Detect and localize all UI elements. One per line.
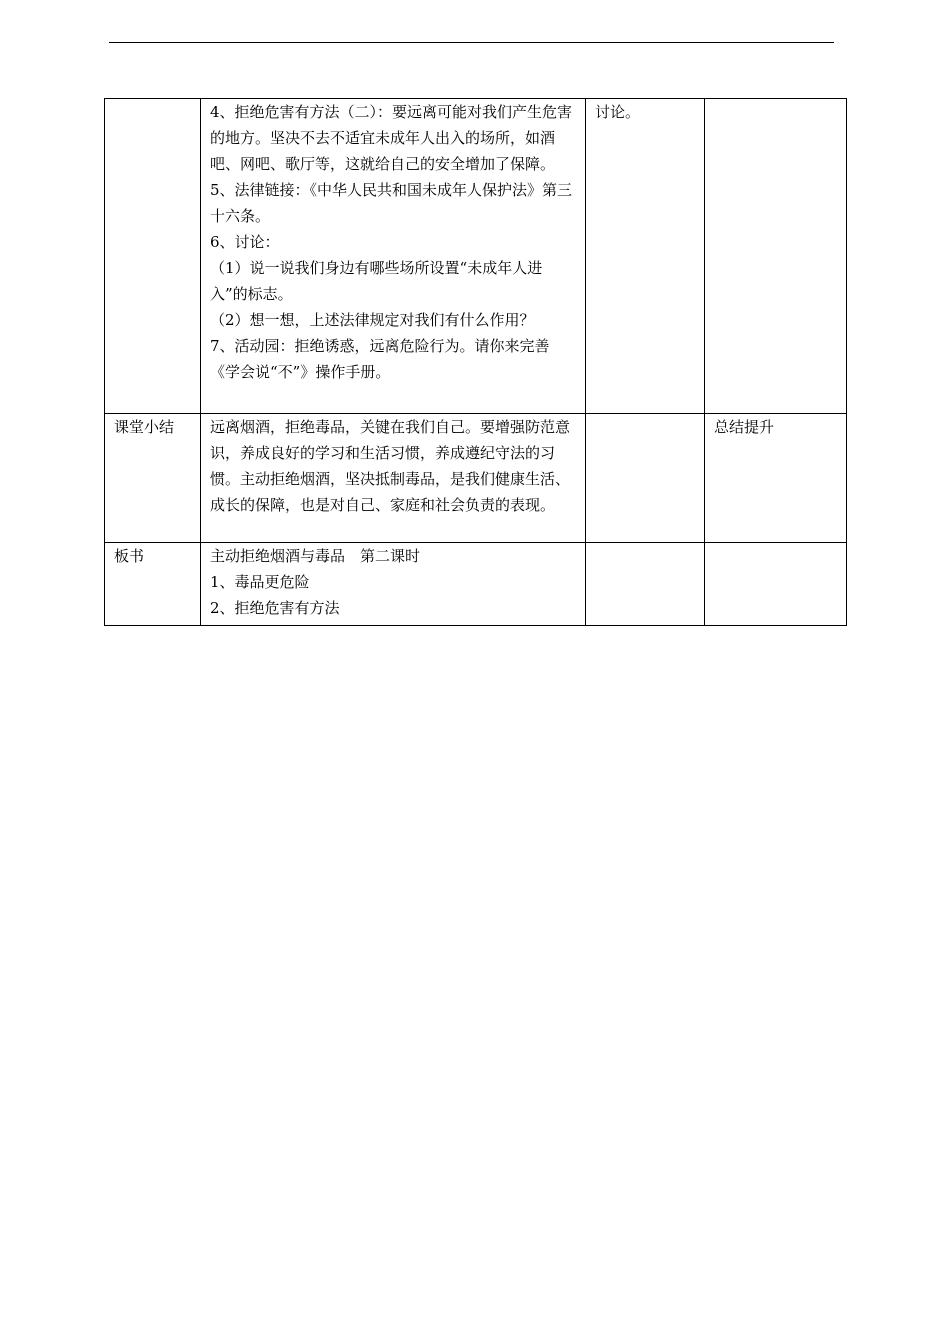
row-label-cell	[105, 99, 201, 414]
content-paragraph: （2）想一想，上述法律规定对我们有什么作用？	[210, 311, 535, 329]
design-intent-cell	[705, 543, 847, 626]
lesson-plan-table	[104, 98, 847, 626]
content-paragraph: 2、拒绝危害有方法	[210, 599, 340, 617]
design-intent-cell	[705, 99, 847, 414]
teaching-content-cell	[201, 99, 586, 414]
student-activity-cell	[586, 543, 705, 626]
table-row-summary	[105, 414, 847, 543]
design-intent-cell: 总结提升	[705, 414, 847, 543]
header-rule	[109, 42, 834, 43]
content-paragraph: （1）说一说我们身边有哪些场所设置“未成年人进入”的标志。	[210, 259, 543, 303]
content-paragraph: 主动拒绝烟酒与毒品 第二课时	[210, 547, 421, 565]
content-paragraph: 远离烟酒，拒绝毒品，关键在我们自己。要增强防范意识，养成良好的学习和生活习惯，养成遵纪守法的习惯。主动拒绝烟酒，坚决抵制毒品，是我们健康生活、成长的保障，也是对自己、家庭和社会负责的表现。	[210, 418, 571, 514]
content-paragraph: 6、讨论：	[210, 233, 280, 251]
content-paragraph: 5、法律链接：《中华人民共和国未成年人保护法》第三十六条。	[210, 181, 573, 225]
content-paragraph: 7、活动园：拒绝诱惑，远离危险行为。请你来完善《学会说“不”》操作手册。	[210, 337, 550, 381]
teaching-content-cell	[201, 414, 586, 543]
content-paragraph: 4、拒绝危害有方法（二）：要远离可能对我们产生危害的地方。坚决不去不适宜未成年人出入的场所，如酒吧、网吧、歌厅等，这就给自己的安全增加了保障。	[210, 103, 573, 173]
row-label-cell: 课堂小结	[105, 414, 201, 543]
table-row-board	[105, 543, 847, 626]
student-activity-cell: 讨论。	[586, 99, 705, 414]
student-activity-cell	[586, 414, 705, 543]
table-row-activities	[105, 99, 847, 414]
row-label-cell: 板书	[105, 543, 201, 626]
content-paragraph: 1、毒品更危险	[210, 573, 310, 591]
teaching-content-cell	[201, 543, 586, 626]
